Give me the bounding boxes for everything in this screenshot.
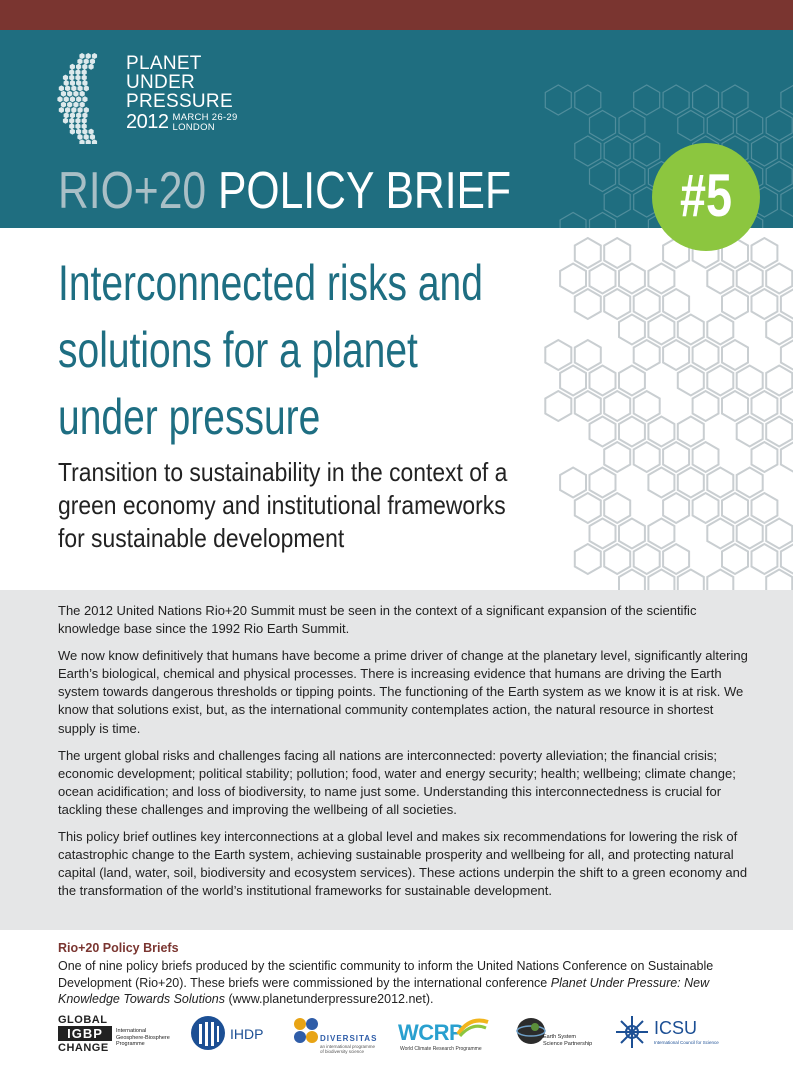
hexagon-shape — [648, 264, 674, 294]
hexagon-shape — [619, 264, 645, 294]
logo-hexagon — [82, 123, 87, 129]
hexagon-shape — [590, 366, 616, 396]
hexagon-shape — [781, 544, 793, 574]
logo-hexagon — [86, 53, 91, 59]
hexagon-shape — [737, 417, 763, 447]
hexagon-shape — [575, 238, 601, 268]
wcrp-caption: World Climate Research Programme — [400, 1046, 482, 1052]
ihdp-name: IHDP — [230, 1026, 264, 1042]
hexagon-shape — [752, 289, 778, 319]
logo-hexagon — [86, 139, 91, 144]
logo-hexagon — [65, 107, 70, 113]
logo-year-row — [126, 112, 238, 133]
hexagon-shape — [604, 493, 630, 523]
wcrp-logo — [398, 1014, 498, 1058]
logo-hexagon — [77, 58, 82, 64]
hexagon-shape — [575, 493, 601, 523]
brief-number: #5 — [679, 162, 733, 229]
logo-hexagon — [75, 75, 80, 81]
logo-hexagon — [90, 134, 95, 140]
hexagon-shape — [693, 391, 719, 421]
hexagon-shape — [693, 340, 719, 370]
ihdp-logo — [190, 1012, 270, 1058]
logo-hexagon — [77, 134, 82, 140]
hexagon-shape — [590, 264, 616, 294]
body-paragraph: This policy brief outlines key interconnections at a global level and makes six recommendations for lowering the risk of catastrophic change to the Earth system, achieving sustainable prosperity and wellbeing for all, and protecting natural capital (land, water, soil, biodiversity and ecosystem services). These actions underpin the shift to a green economy and the transformation of the world’s institutional frameworks for sustainable development. — [58, 829, 748, 899]
body-paragraph: The 2012 United Nations Rio+20 Summit must be seen in the context of a significant expansion of the scientific knowledge base since the 1992 Rio Earth Summit. — [58, 603, 697, 637]
icsu-name: ICSU — [654, 1018, 698, 1038]
logo-word-planet: PLANET — [126, 53, 202, 74]
ihdp-globe-icon — [190, 1014, 226, 1052]
essp-caption-line: Science Partnership — [543, 1040, 593, 1047]
logo-hexagon — [69, 123, 74, 129]
diversitas-caption-line: of biodiversity science — [320, 1049, 365, 1054]
hexagon-shape — [781, 289, 793, 319]
logo-hexagon — [64, 112, 69, 118]
hexagon-shape — [619, 519, 645, 549]
hexagon-shape — [545, 340, 571, 370]
body-paragraph: We now know definitively that humans have become a prime driver of change at the planetary level, significantly altering Earth’s biological, chemical and physical processes. There is increasing evidence that humans are driving the Earth system towards dangerous thresholds or tipping points. The functioning of the Earth system as we know it is at risk. We know that solutions exist, but, as the international community contemplates action, the natural resource in shortest supply is time. — [58, 648, 748, 736]
logo-year: 2012 — [126, 111, 169, 133]
logo-hexagon — [61, 91, 66, 97]
hexagon-shape — [634, 544, 660, 574]
logo-hexagon — [79, 53, 84, 59]
hexagon-shape — [766, 417, 792, 447]
logo-dates — [173, 113, 238, 133]
title-line: under pressure — [58, 389, 321, 445]
logo-hexagon — [75, 123, 80, 129]
essp-caption — [543, 1034, 592, 1047]
igbp-word-global: GLOBAL — [58, 1014, 108, 1026]
logo-hexagon — [64, 96, 69, 102]
wcrp-swoosh-icon — [456, 1016, 490, 1038]
hexagon-shape — [678, 315, 704, 345]
logo-hexagon — [70, 64, 75, 70]
hexagon-shape — [575, 544, 601, 574]
logo-hexagon — [92, 139, 97, 144]
logo-hexagon — [67, 102, 72, 108]
hexagon-shape — [752, 544, 778, 574]
hexagon-shape — [737, 264, 763, 294]
brief-series-title — [58, 160, 511, 222]
hexagon-shape — [590, 519, 616, 549]
brief-title-suffix: POLICY BRIEF — [217, 162, 512, 220]
hexagon-cluster-logo-icon — [56, 52, 108, 144]
logo-hexagon — [90, 58, 95, 64]
logo-hexagon — [77, 85, 82, 91]
logo-hexagon — [82, 75, 87, 81]
igbp-acronym: IGBP — [58, 1026, 112, 1041]
hexagon-shape — [590, 417, 616, 447]
page-title — [58, 250, 542, 451]
logo-hexagon — [76, 112, 81, 118]
subtitle-line: Transition to sustainability in the context of a — [58, 457, 508, 487]
logo-hexagon — [82, 129, 87, 135]
logo-hexagon — [77, 107, 82, 113]
logo-hexagon — [71, 85, 76, 91]
essp-caption-line: Earth System — [543, 1034, 577, 1040]
hexagon-shape — [663, 544, 689, 574]
diversitas-logo — [290, 1012, 385, 1058]
hexagon-shape — [663, 340, 689, 370]
logo-hexagon — [84, 134, 89, 140]
hexagon-shape — [737, 366, 763, 396]
logo-hexagon — [82, 69, 87, 75]
hexagon-shape — [707, 519, 733, 549]
logo-hexagon — [73, 102, 78, 108]
hexagon-shape — [575, 391, 601, 421]
footer-text-end: (www.planetunderpressure2012.net). — [225, 992, 434, 1006]
hexagon-shape — [604, 442, 630, 472]
hexagon-shape — [707, 315, 733, 345]
hexagon-shape — [663, 289, 689, 319]
conference-logo — [126, 54, 238, 133]
hexagon-shape — [678, 417, 704, 447]
page-subtitle — [58, 456, 507, 555]
logo-hexagon — [80, 102, 85, 108]
igbp-caption — [116, 1028, 170, 1048]
logo-hexagon — [76, 80, 81, 86]
hexagon-shape — [634, 340, 660, 370]
subtitle-line: green economy and institutional frameworks — [58, 490, 506, 520]
hexagon-shape — [634, 289, 660, 319]
logo-hexagon — [75, 69, 80, 75]
igbp-caption-line: Programme — [116, 1041, 145, 1047]
logo-dates-line2: LONDON — [172, 122, 215, 133]
logo-hexagon — [76, 64, 81, 70]
hexagon-shape — [752, 493, 778, 523]
logo-hexagon — [69, 118, 74, 124]
essp-logo — [515, 1012, 600, 1058]
igbp-caption-line: Geosphere-Biosphere — [116, 1034, 170, 1041]
diversitas-icon — [290, 1016, 322, 1046]
diversitas-name: DIVERSITAS — [320, 1034, 378, 1043]
hexagon-shape — [781, 340, 793, 370]
logo-hexagon — [82, 80, 87, 86]
hexagon-shape — [722, 544, 748, 574]
hexagon-shape — [648, 468, 674, 498]
logo-hexagon — [79, 139, 84, 144]
hexagon-shape — [766, 519, 792, 549]
hexagon-shape — [781, 391, 793, 421]
icsu-logo — [614, 1012, 744, 1058]
logo-hexagon — [59, 107, 64, 113]
hexagon-shape — [752, 442, 778, 472]
hexagon-shape — [604, 289, 630, 319]
logo-hexagon — [76, 129, 81, 135]
hexagon-shape — [648, 315, 674, 345]
logo-word-pressure: PRESSURE — [126, 91, 233, 112]
hexagon-shape — [648, 519, 674, 549]
hexagon-shape — [560, 366, 586, 396]
icsu-star-icon — [614, 1014, 650, 1050]
hexagon-shape — [722, 340, 748, 370]
hexagon-shape — [663, 442, 689, 472]
logo-hexagon — [70, 129, 75, 135]
logo-hexagon — [57, 96, 62, 102]
hexagon-shape — [619, 315, 645, 345]
hexagon-shape — [722, 391, 748, 421]
hexagon-shape — [678, 366, 704, 396]
hexagon-shape — [604, 238, 630, 268]
hexagon-shape — [722, 493, 748, 523]
hexagon-shape — [766, 366, 792, 396]
logo-hexagon — [82, 64, 87, 70]
logo-hexagon — [80, 91, 85, 97]
logo-hexagon — [59, 85, 64, 91]
title-line: Interconnected risks and — [58, 255, 483, 311]
logo-hexagon — [65, 85, 70, 91]
logo-hexagon — [82, 112, 87, 118]
hexagon-shape — [693, 442, 719, 472]
logo-hexagon — [70, 96, 75, 102]
logo-word-under: UNDER — [126, 72, 196, 93]
hexagon-shape — [560, 264, 586, 294]
hexagon-shape — [575, 340, 601, 370]
logo-hexagon — [69, 69, 74, 75]
logo-hexagon — [76, 96, 81, 102]
hexagon-shape — [604, 391, 630, 421]
logo-dates-line1: MARCH 26-29 — [172, 112, 238, 123]
hexagon-shape — [693, 493, 719, 523]
logo-hexagon — [67, 91, 72, 97]
brief-title-prefix: RIO+20 — [58, 162, 207, 220]
logo-hexagon — [61, 102, 66, 108]
logo-hexagon — [84, 107, 89, 113]
hexagon-shape — [590, 468, 616, 498]
body-paragraph: The urgent global risks and challenges facing all nations are interconnected: poverty alleviation; the financial crisis; economic development; political stability; pollution; food, water and energy security; health; wellbeing; climate change; ocean acidification; and loss of biodiversity, to name just some. Understanding this interconnectedness is crucial for tackling these challenges and improving the wellbeing of all societies. — [58, 747, 736, 817]
logo-hexagon — [82, 96, 87, 102]
summary-text — [58, 602, 748, 909]
logo-hexagon — [84, 85, 89, 91]
igbp-logo — [58, 1014, 193, 1060]
footer-heading: Rio+20 Policy Briefs — [58, 941, 179, 955]
logo-hexagon — [70, 112, 75, 118]
footer-text — [58, 958, 758, 1008]
hexagon-shape — [752, 391, 778, 421]
hexagon-shape — [619, 417, 645, 447]
hexagon-shape — [737, 519, 763, 549]
igbp-word-change: CHANGE — [58, 1042, 109, 1054]
partner-logos — [0, 1010, 793, 1060]
hexagon-shape — [634, 391, 660, 421]
hexagon-shape — [722, 289, 748, 319]
logo-hexagon — [63, 118, 68, 124]
logo-hexagon — [88, 64, 93, 70]
logo-hexagon — [70, 80, 75, 86]
brief-number-badge — [652, 143, 760, 251]
wcrp-name: WCRP — [398, 1020, 464, 1045]
diversitas-caption — [320, 1044, 375, 1054]
footer-text-start: One of nine policy briefs produced by the scientific community to inform the United Nations Conference on Sustainable Development (Rio+20). These briefs were commissioned by the international conference — [58, 959, 714, 990]
logo-hexagon — [63, 75, 68, 81]
title-line: solutions for a planet — [58, 322, 418, 378]
hexagon-shape — [707, 366, 733, 396]
hexagon-shape — [663, 493, 689, 523]
igbp-caption-line: International — [116, 1028, 147, 1034]
hexagon-shape — [766, 264, 792, 294]
logo-hexagon — [64, 80, 69, 86]
hexagon-shape — [575, 289, 601, 319]
hexagon-shape — [766, 315, 792, 345]
logo-hexagon — [71, 107, 76, 113]
logo-hexagon — [75, 118, 80, 124]
hexagon-shape — [648, 417, 674, 447]
logo-hexagon — [92, 53, 97, 59]
subtitle-line: for sustainable development — [58, 523, 345, 553]
top-accent-bar — [0, 0, 793, 30]
hexagon-shape — [707, 468, 733, 498]
hexagon-shape — [604, 544, 630, 574]
hexagon-shape — [545, 391, 571, 421]
conference-name: Planet Under Pressure: New Knowledge Towards Solutions — [58, 975, 710, 1006]
logo-hexagon — [73, 91, 78, 97]
logo-hexagon — [84, 58, 89, 64]
diversitas-caption-line: an international programme — [320, 1044, 376, 1049]
hexagon-shape — [781, 442, 793, 472]
hexagon-shape — [707, 264, 733, 294]
hexagon-shape — [752, 238, 778, 268]
hexagon-shape — [737, 468, 763, 498]
hexagon-shape — [678, 468, 704, 498]
logo-hexagon — [88, 129, 93, 135]
hexagon-shape — [634, 442, 660, 472]
logo-hexagon — [69, 75, 74, 81]
hexagon-shape — [560, 468, 586, 498]
logo-hexagon — [82, 118, 87, 124]
icsu-caption: International Council for Science — [654, 1040, 719, 1045]
hexagon-shape — [619, 366, 645, 396]
